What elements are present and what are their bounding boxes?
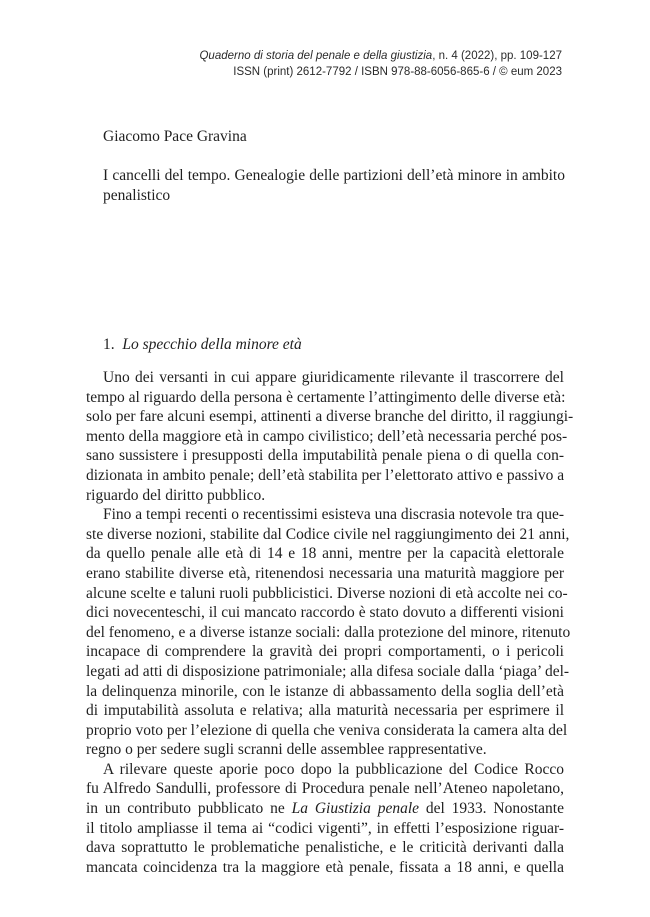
text-line: Uno dei versanti in cui appare giuridicamente rilevante il trascorrere del (103, 369, 564, 386)
text-line: incapace di comprendere la gravità dei propri comportamenti, o i pericoli (86, 643, 564, 661)
text-line: dizionata in ambito penale; dell’età stabilita per l’elettorato attivo e passivo a (86, 466, 565, 484)
text-line: il titolo ampliasse il tema ai “codici vigenti”, in effetti l’esposizione riguar- (86, 819, 564, 837)
section-number: 1. (103, 336, 115, 353)
title-line: penalistico (103, 187, 171, 204)
text-line: del fenomeno, e a diverse istanze sociali: dalla protezione del minore, ritenuto (86, 623, 571, 641)
issn-line: ISSN (print) 2612-7792 / ISBN 978-88-6056-865-6 / © eum 2023 (233, 66, 562, 78)
text-line: regno o per sedere sugli scranni delle assemblee rappresentative. (86, 741, 487, 759)
text-line: alcune scelte e taluni ruoli pubblicistici. Diverse nozioni di età accolte nei co- (86, 584, 568, 602)
text-line: mento della maggiore età in campo civilistico; dell’età necessaria perché pos- (86, 427, 568, 445)
journal-issue: , n. 4 (2022), pp. 109-127 (432, 50, 562, 62)
text-line: legati ad atti di disposizione patrimoniale; alla difesa sociale dalla ‘piaga’ del- (86, 662, 570, 680)
author-name: Giacomo Pace Gravina (103, 128, 247, 145)
body-text (86, 368, 574, 877)
running-header (199, 48, 562, 80)
paragraph (86, 505, 571, 760)
text-line: tempo al riguardo della persona è certamente l’attingimento delle diverse età: (86, 388, 566, 406)
text-line: A rilevare queste aporie poco dopo la pubblicazione del Codice Rocco (103, 760, 564, 778)
text-line: sano sussistere i presupposti della imputabilità penale piena o di quella con- (86, 447, 564, 465)
text-line: proprio voto per l’elezione di quella che veniva considerata la camera alta del (86, 721, 568, 739)
title-line: I cancelli del tempo. Genealogie delle partizioni dell’età minore in ambito (103, 167, 565, 184)
journal-citation (199, 48, 562, 64)
text-line: ste diverse nozioni, stabilite dal Codice civile nel raggiungimento dei 21 anni, (86, 525, 570, 543)
text-line: dici novecenteschi, il cui mancato raccordo è stato dovuto a differenti visioni (86, 604, 564, 622)
section-heading (103, 335, 302, 355)
journal-name: Quaderno di storia del penale e della giustizia (199, 50, 433, 62)
text-line: in un contributo pubblicato ne La Giustizia penale del 1933. Nonostante (86, 800, 564, 818)
paragraph (86, 368, 574, 505)
article-title (103, 166, 565, 206)
text-line: mancata coincidenza tra la maggiore età penale, fissata a 18 anni, e quella (86, 858, 564, 876)
text-line: di imputabilità assoluta e relativa; alla maturità necessaria per esprimere il (86, 702, 564, 720)
text-line: riguardo del diritto pubblico. (86, 486, 266, 504)
text-line: dava soprattutto le problematiche penalistiche, e le criticità derivanti dalla (86, 839, 564, 857)
text-line: solo per fare alcuni esempi, attinenti a diverse branche del diritto, il raggiungi- (86, 408, 574, 426)
text-line: erano stabilite diverse età, ritenendosi necessaria una maturità maggiore per (86, 564, 564, 582)
paragraph (86, 760, 564, 878)
section-title: Lo specchio della minore età (122, 336, 302, 353)
text-line: la delinquenza minorile, con le istanze di abbassamento della soglia dell’età (86, 682, 564, 700)
text-line: da quello penale alle età di 14 e 18 anni, mentre per la capacità elettorale (86, 545, 564, 563)
text-line: fu Alfredo Sandulli, professore di Procedura penale nell’Ateneo napoletano, (86, 780, 564, 798)
text-line: Fino a tempi recenti o recentissimi esisteva una discrasia notevole tra que- (103, 506, 564, 524)
